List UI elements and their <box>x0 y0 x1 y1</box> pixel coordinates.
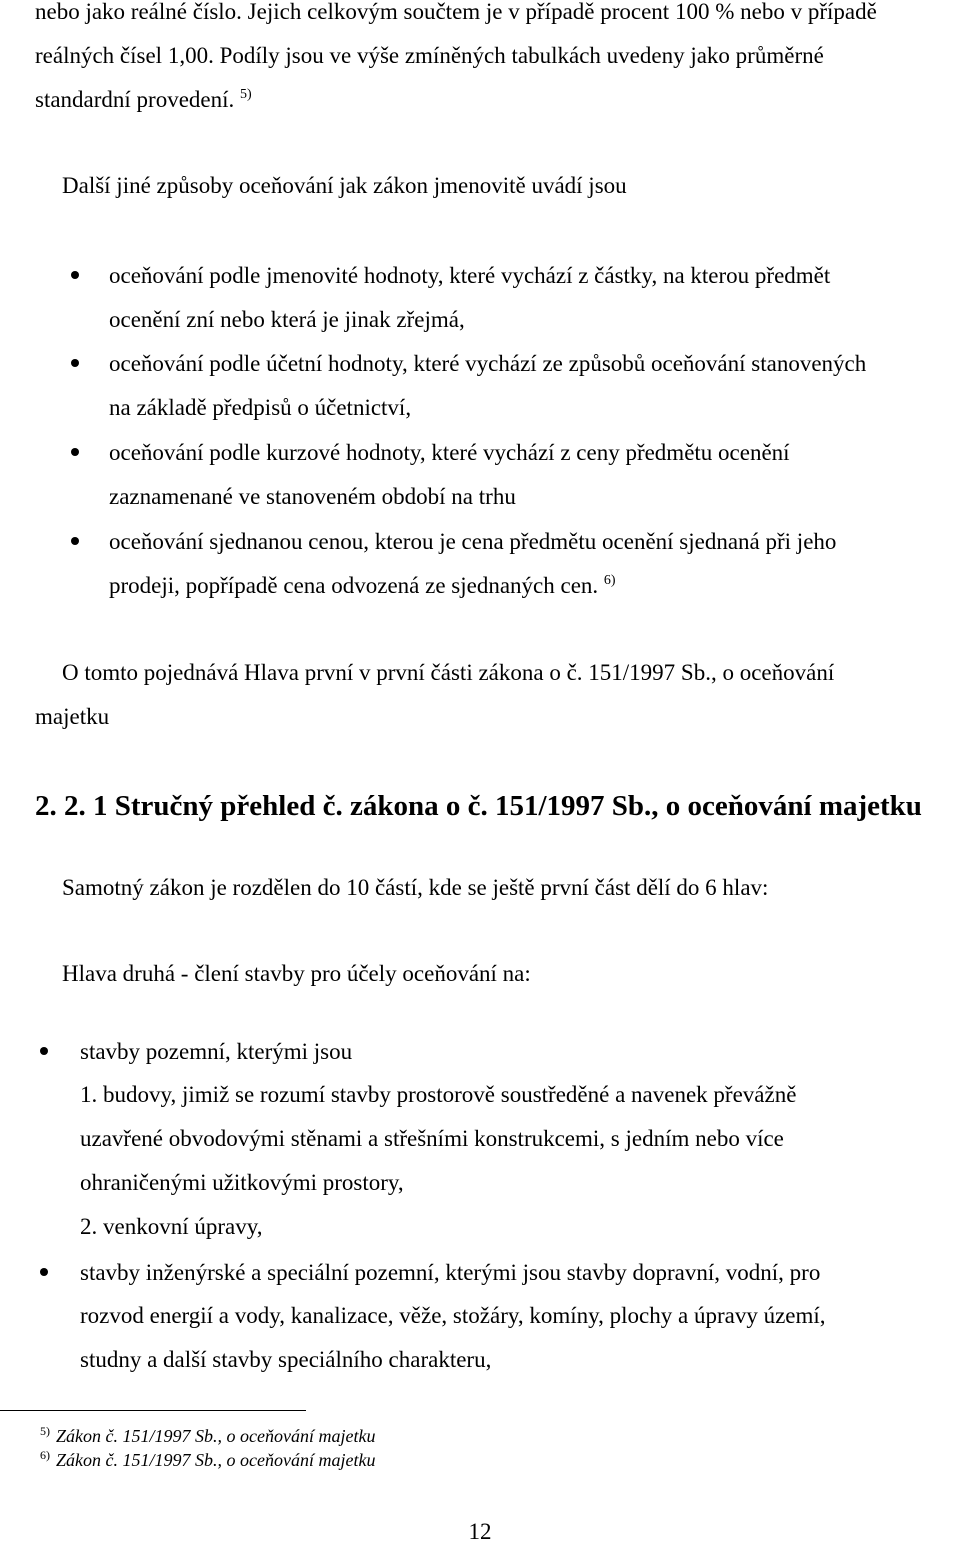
section-paragraph-1: Samotný zákon je rozdělen do 10 částí, kde se ještě první část dělí do 6 hlav: <box>62 875 769 900</box>
intro-line-1: nebo jako reálné číslo. Jejich celkovým součtem je v případě procent 100 % nebo v případě <box>35 0 877 24</box>
building-item-2-line-3: studny a další stavby speciálního charakteru, <box>80 1347 492 1372</box>
method-item-4-line-1: oceňování sjednanou cenou, kterou je cena předmětu ocenění sjednaná při jeho <box>109 529 837 554</box>
intro-line-2: reálných čísel 1,00. Podíly jsou ve výše zmíněných tabulkách uvedeny jako průměrné <box>35 43 824 68</box>
page-number: 12 <box>468 1519 492 1544</box>
bullet-icon <box>71 271 79 279</box>
method-item-2-line-2: na základě předpisů o účetnictví, <box>109 395 412 420</box>
section-paragraph-2: Hlava druhá - člení stavby pro účely oceňování na: <box>62 961 531 986</box>
bullet-icon <box>71 359 79 367</box>
footnote-6-text: Zákon č. 151/1997 Sb., o oceňování majetku <box>56 1450 376 1470</box>
footnote-ref-6: 6) <box>603 573 616 588</box>
footnote-5-number: 5) <box>40 1424 50 1438</box>
section-heading: 2. 2. 1 Stručný přehled č. zákona o č. 151/1997 Sb., o oceňování majetku <box>35 790 922 822</box>
building-sub-1-line-1: 1. budovy, jimiž se rozumí stavby prostorově soustředěné a navenek převážně <box>80 1082 797 1107</box>
bullet-icon <box>40 1268 48 1276</box>
footnote-separator <box>0 1410 306 1411</box>
method-item-4-line-2-text: prodeji, popřípadě cena odvozená ze sjednaných cen. <box>109 573 599 598</box>
bullet-icon <box>71 448 79 456</box>
building-item-2-line-1: stavby inženýrské a speciální pozemní, kterými jsou stavby dopravní, vodní, pro <box>80 1260 821 1285</box>
intro-line-3 <box>35 86 252 114</box>
building-sub-1-line-3: ohraničenými užitkovými prostory, <box>80 1170 404 1195</box>
footnote-6 <box>40 1449 375 1471</box>
bullet-icon <box>40 1047 48 1055</box>
method-item-1-line-1: oceňování podle jmenovité hodnoty, které vychází z částky, na kterou předmět <box>109 263 831 288</box>
building-item-2-line-2: rozvod energií a vody, kanalizace, věže, stožáry, komíny, plochy a úpravy území, <box>80 1303 826 1328</box>
closing-line-1: O tomto pojednává Hlava první v první části zákona o č. 151/1997 Sb., o oceňování <box>62 660 835 685</box>
footnote-5-text: Zákon č. 151/1997 Sb., o oceňování majetku <box>56 1426 376 1446</box>
method-item-4-line-2 <box>109 572 616 600</box>
methods-lead: Další jiné způsoby oceňování jak zákon jmenovitě uvádí jsou <box>62 173 627 198</box>
footnote-ref-5: 5) <box>240 87 252 102</box>
building-item-1-line-1: stavby pozemní, kterými jsou <box>80 1039 353 1064</box>
footnote-6-number: 6) <box>40 1448 50 1462</box>
method-item-2-line-1: oceňování podle účetní hodnoty, které vychází ze způsobů oceňování stanovených <box>109 351 867 376</box>
footnote-5 <box>40 1425 375 1447</box>
intro-line-3-text: standardní provedení. <box>35 87 235 112</box>
closing-line-2: majetku <box>35 704 110 729</box>
building-sub-1-line-2: uzavřené obvodovými stěnami a střešními konstrukcemi, s jedním nebo více <box>80 1126 784 1151</box>
building-sub-2: 2. venkovní úpravy, <box>80 1214 263 1239</box>
method-item-3-line-2: zaznamenané ve stanoveném období na trhu <box>109 484 516 509</box>
method-item-1-line-2: ocenění zní nebo která je jinak zřejmá, <box>109 307 465 332</box>
bullet-icon <box>71 537 79 545</box>
method-item-3-line-1: oceňování podle kurzové hodnoty, které vychází z ceny předmětu ocenění <box>109 440 790 465</box>
